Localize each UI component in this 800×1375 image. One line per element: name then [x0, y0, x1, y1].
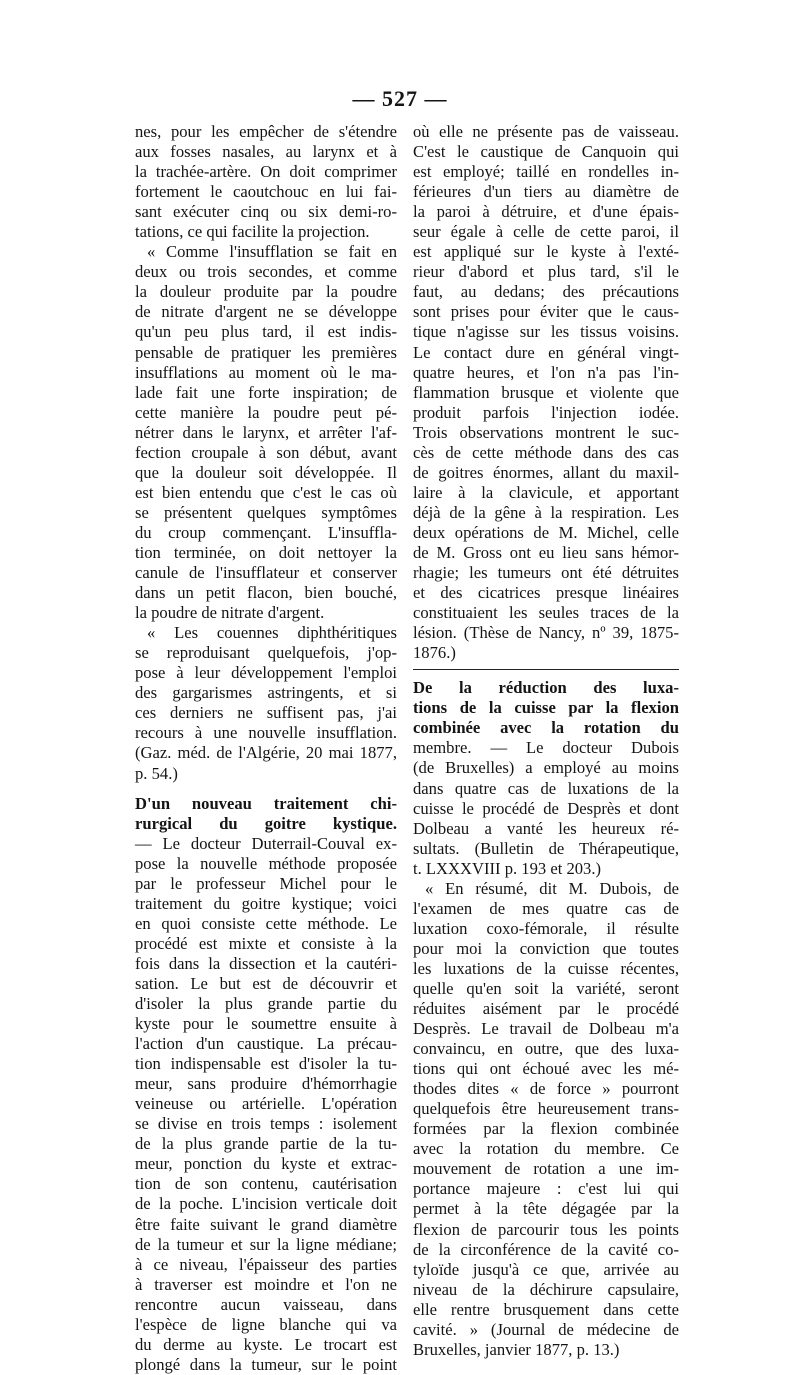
text-line: cette manière la poudre peut pé- — [135, 402, 397, 422]
text-line: nétrer dans le larynx, et arrêter l'af- — [135, 422, 397, 442]
text-line: l'espèce de ligne blanche qui va — [135, 1314, 397, 1334]
text-line: l'examen de mes quatre cas de — [413, 898, 679, 918]
text-line: luxation coxo-fémorale, il résulte — [413, 918, 679, 938]
text-line: sultats. (Bulletin de Thérapeutique, — [413, 838, 679, 858]
text-line: constituaient les seules traces de la — [413, 603, 679, 623]
text-line: Trois observations montrent le suc- — [413, 422, 679, 442]
text-line: flammation brusque et violente que — [413, 382, 679, 402]
text-line: veineuse ou artérielle. L'opération — [135, 1094, 397, 1114]
text-line: férieures d'un tiers au diamètre de — [413, 182, 679, 202]
text-line: pensable de pratiquer les premières — [135, 342, 397, 362]
text-line: ces derniers ne suffisent pas, j'ai — [135, 703, 397, 723]
text-line: tyloïde jusqu'à ce que, arrivée au — [413, 1259, 679, 1279]
section-heading-line: rurgical du goitre kystique. — [135, 813, 397, 833]
text-line: kyste pour le soumettre ensuite à — [135, 1014, 397, 1034]
text-line: « En résumé, dit M. Dubois, de — [425, 878, 679, 898]
text-line: est employé; taillé en rondelles in- — [413, 162, 679, 182]
text-line: réduites aisément par le procédé — [413, 999, 679, 1019]
text-line: cavité. » (Journal de médecine de — [413, 1319, 679, 1339]
text-line: est bien entendu que c'est le cas où — [135, 482, 397, 502]
text-line: la trachée-artère. On doit comprimer — [135, 162, 397, 182]
text-line: sation. Le but est de découvrir et — [135, 973, 397, 993]
text-line: que la douleur soit développée. Il — [135, 462, 397, 482]
text-line: la douleur produite par la poudre — [135, 282, 397, 302]
text-line: C'est le caustique de Canquoin qui — [413, 142, 679, 162]
text-line: où elle ne présente pas de vaisseau. — [413, 122, 679, 141]
text-line: pose à leur développement l'emploi — [135, 663, 397, 683]
text-line: dans quatre cas de luxations de la — [413, 778, 679, 798]
section-divider — [413, 669, 679, 670]
text-line: de la plus grande partie de la tu- — [135, 1134, 397, 1154]
text-line: insufflations au moment où le ma- — [135, 362, 397, 382]
text-line: (Gaz. méd. de l'Algérie, 20 mai 1877, — [135, 743, 397, 763]
text-line: tions qui ont échoué avec les mé- — [413, 1059, 679, 1079]
text-line: fection croupale à son début, avant — [135, 442, 397, 462]
text-line: aux fosses nasales, au larynx et à — [135, 142, 397, 162]
text-line: qu'un peu plus tard, il est indis- — [135, 322, 397, 342]
text-line: l'action d'un caustique. La précau- — [135, 1034, 397, 1054]
section-heading-line: tions de la cuisse par la flexion — [413, 698, 679, 718]
text-line: du derme au kyste. Le trocart est — [135, 1334, 397, 1354]
text-line: de la circonférence de la cavité co- — [413, 1239, 679, 1259]
text-line: canule de l'insufflateur et conserver — [135, 563, 397, 583]
text-line: est appliqué sur le kyste à l'exté- — [413, 242, 679, 262]
text-line: sant exécuter cinq ou six demi-ro- — [135, 202, 397, 222]
section-heading-line: De la réduction des luxa- — [413, 678, 679, 698]
text-line: se divise en trois temps : isolement — [135, 1114, 397, 1134]
text-line: pour moi la conviction que toutes — [413, 938, 679, 958]
text-line: les luxations de la cuisse récentes, — [413, 958, 679, 978]
text-line: membre. — Le docteur Dubois — [413, 738, 679, 758]
text-line: procédé est mixte et consiste à la — [135, 933, 397, 953]
right-column — [413, 122, 679, 1360]
text-line: quelle qu'en soit la variété, seront — [413, 978, 679, 998]
text-line: cès de cette méthode dans des cas — [413, 442, 679, 462]
text-line: tion de son contenu, cautérisation — [135, 1174, 397, 1194]
text-line: la poudre de nitrate d'argent. — [135, 603, 325, 623]
text-line: laire à la clavicule, et apportant — [413, 482, 679, 502]
text-line: Le contact dure en général vingt- — [413, 342, 679, 362]
text-line: seur égale à celle de cette paroi, il — [413, 222, 679, 242]
section-heading-line: combinée avec la rotation du — [413, 718, 679, 738]
text-line: à traverser est moindre et l'on ne — [135, 1274, 397, 1294]
text-line: pose la nouvelle méthode proposée — [135, 853, 397, 873]
text-line: Dolbeau a vanté les heureux ré- — [413, 818, 679, 838]
text-line: déjà de la gêne à la respiration. Les — [413, 502, 679, 522]
text-line: traitement du goitre kystique; voici — [135, 893, 397, 913]
text-line: deux opérations de M. Michel, celle — [413, 522, 679, 542]
text-line: fois dans la dissection et la cautéri- — [135, 953, 397, 973]
text-line: nes, pour les empêcher de s'étendre — [135, 122, 397, 141]
left-column — [135, 122, 397, 1375]
text-line: la paroi à détruire, et d'une épais- — [413, 202, 679, 222]
text-line: être faite suivant le grand diamètre — [135, 1214, 397, 1234]
text-line: cuisse le procédé de Desprès et dont — [413, 798, 679, 818]
text-line: lésion. (Thèse de Nancy, nº 39, 1875- — [413, 623, 679, 643]
text-line: elle rentre brusquement dans cette — [413, 1299, 679, 1319]
text-line: quatre heures, et l'on n'a pas l'in- — [413, 362, 679, 382]
text-line: de la tumeur et sur la ligne médiane; — [135, 1234, 397, 1254]
text-line: convaincu, en outre, que des luxa- — [413, 1039, 679, 1059]
text-line: se reproduisant quelquefois, j'op- — [135, 643, 397, 663]
text-line: et des cicatrices presque linéaires — [413, 583, 679, 603]
page-number: — 527 — — [352, 86, 448, 111]
text-line: faut, au dedans; des précautions — [413, 282, 679, 302]
text-line: à ce niveau, l'épaisseur des parties — [135, 1254, 397, 1274]
text-line: Bruxelles, janvier 1877, p. 13.) — [413, 1339, 620, 1359]
text-line: meur, sans produire d'hémorrhagie — [135, 1074, 397, 1094]
text-line: permet à la tête dégagée par la — [413, 1199, 679, 1219]
text-line: de M. Gross ont eu lieu sans hémor- — [413, 542, 679, 562]
text-line: des gargarismes astringents, et si — [135, 683, 397, 703]
text-line: quelquefois être heureusement trans- — [413, 1099, 679, 1119]
text-line: produit parfois l'injection iodée. — [413, 402, 679, 422]
text-line: tations, ce qui facilite la projection. — [135, 222, 370, 242]
text-line: lade fait une forte inspiration; de — [135, 382, 397, 402]
text-line: thodes dites « de force » pourront — [413, 1079, 679, 1099]
section-gap — [135, 784, 397, 794]
text-line: de nitrate d'argent ne se développe — [135, 302, 397, 322]
text-line: sont prises pour éviter que le caus- — [413, 302, 679, 322]
text-line: tion terminée, on doit nettoyer la — [135, 542, 397, 562]
text-line: fortement le caoutchouc en lui fai- — [135, 182, 397, 202]
text-line: du croup commençant. L'insuffla- — [135, 522, 397, 542]
text-line: recours à une nouvelle insufflation. — [135, 723, 397, 743]
text-line: rencontre aucun vaisseau, dans — [135, 1294, 397, 1314]
text-line: formées par la flexion combinée — [413, 1119, 679, 1139]
text-line: rhagie; les tumeurs ont été détruites — [413, 563, 679, 583]
text-line: de la poche. L'incision verticale doit — [135, 1194, 397, 1214]
text-line: flexion de parcourir tous les points — [413, 1219, 679, 1239]
text-line: mouvement de rotation a une im- — [413, 1159, 679, 1179]
text-line: niveau de la déchirure capsulaire, — [413, 1279, 679, 1299]
text-line: p. 54.) — [135, 763, 178, 783]
text-line: 1876.) — [413, 643, 456, 663]
text-line: de goitres énormes, allant du maxil- — [413, 462, 679, 482]
text-line: plongé dans la tumeur, sur le point — [135, 1354, 397, 1374]
text-line: par le professeur Michel pour le — [135, 873, 397, 893]
text-line: « Comme l'insufflation se fait en — [147, 242, 397, 262]
text-line: t. LXXXVIII p. 193 et 203.) — [413, 858, 602, 878]
text-line: avec la rotation du membre. Ce — [413, 1139, 679, 1159]
text-line: d'isoler la plus grande partie du — [135, 994, 397, 1014]
section-heading-line: D'un nouveau traitement chi- — [135, 793, 397, 813]
text-line: en quoi consiste cette méthode. Le — [135, 913, 397, 933]
text-line: tion indispensable est d'isoler la tu- — [135, 1054, 397, 1074]
text-line: dans un petit flacon, bien bouché, — [135, 583, 397, 603]
text-line: tique n'agisse sur les tissus voisins. — [413, 322, 679, 342]
text-line: portance majeure : c'est lui qui — [413, 1179, 679, 1199]
text-line: deux ou trois secondes, et comme — [135, 262, 397, 282]
text-line: « Les couennes diphthéritiques — [147, 623, 397, 643]
text-line: rieur d'abord et plus tard, s'il le — [413, 262, 679, 282]
text-line: Desprès. Le travail de Dolbeau m'a — [413, 1019, 679, 1039]
text-line: se présentent quelques symptômes — [135, 502, 397, 522]
text-line: meur, ponction du kyste et extrac- — [135, 1154, 397, 1174]
text-line: — Le docteur Duterrail-Couval ex- — [135, 833, 397, 853]
text-line: (de Bruxelles) a employé au moins — [413, 758, 679, 778]
